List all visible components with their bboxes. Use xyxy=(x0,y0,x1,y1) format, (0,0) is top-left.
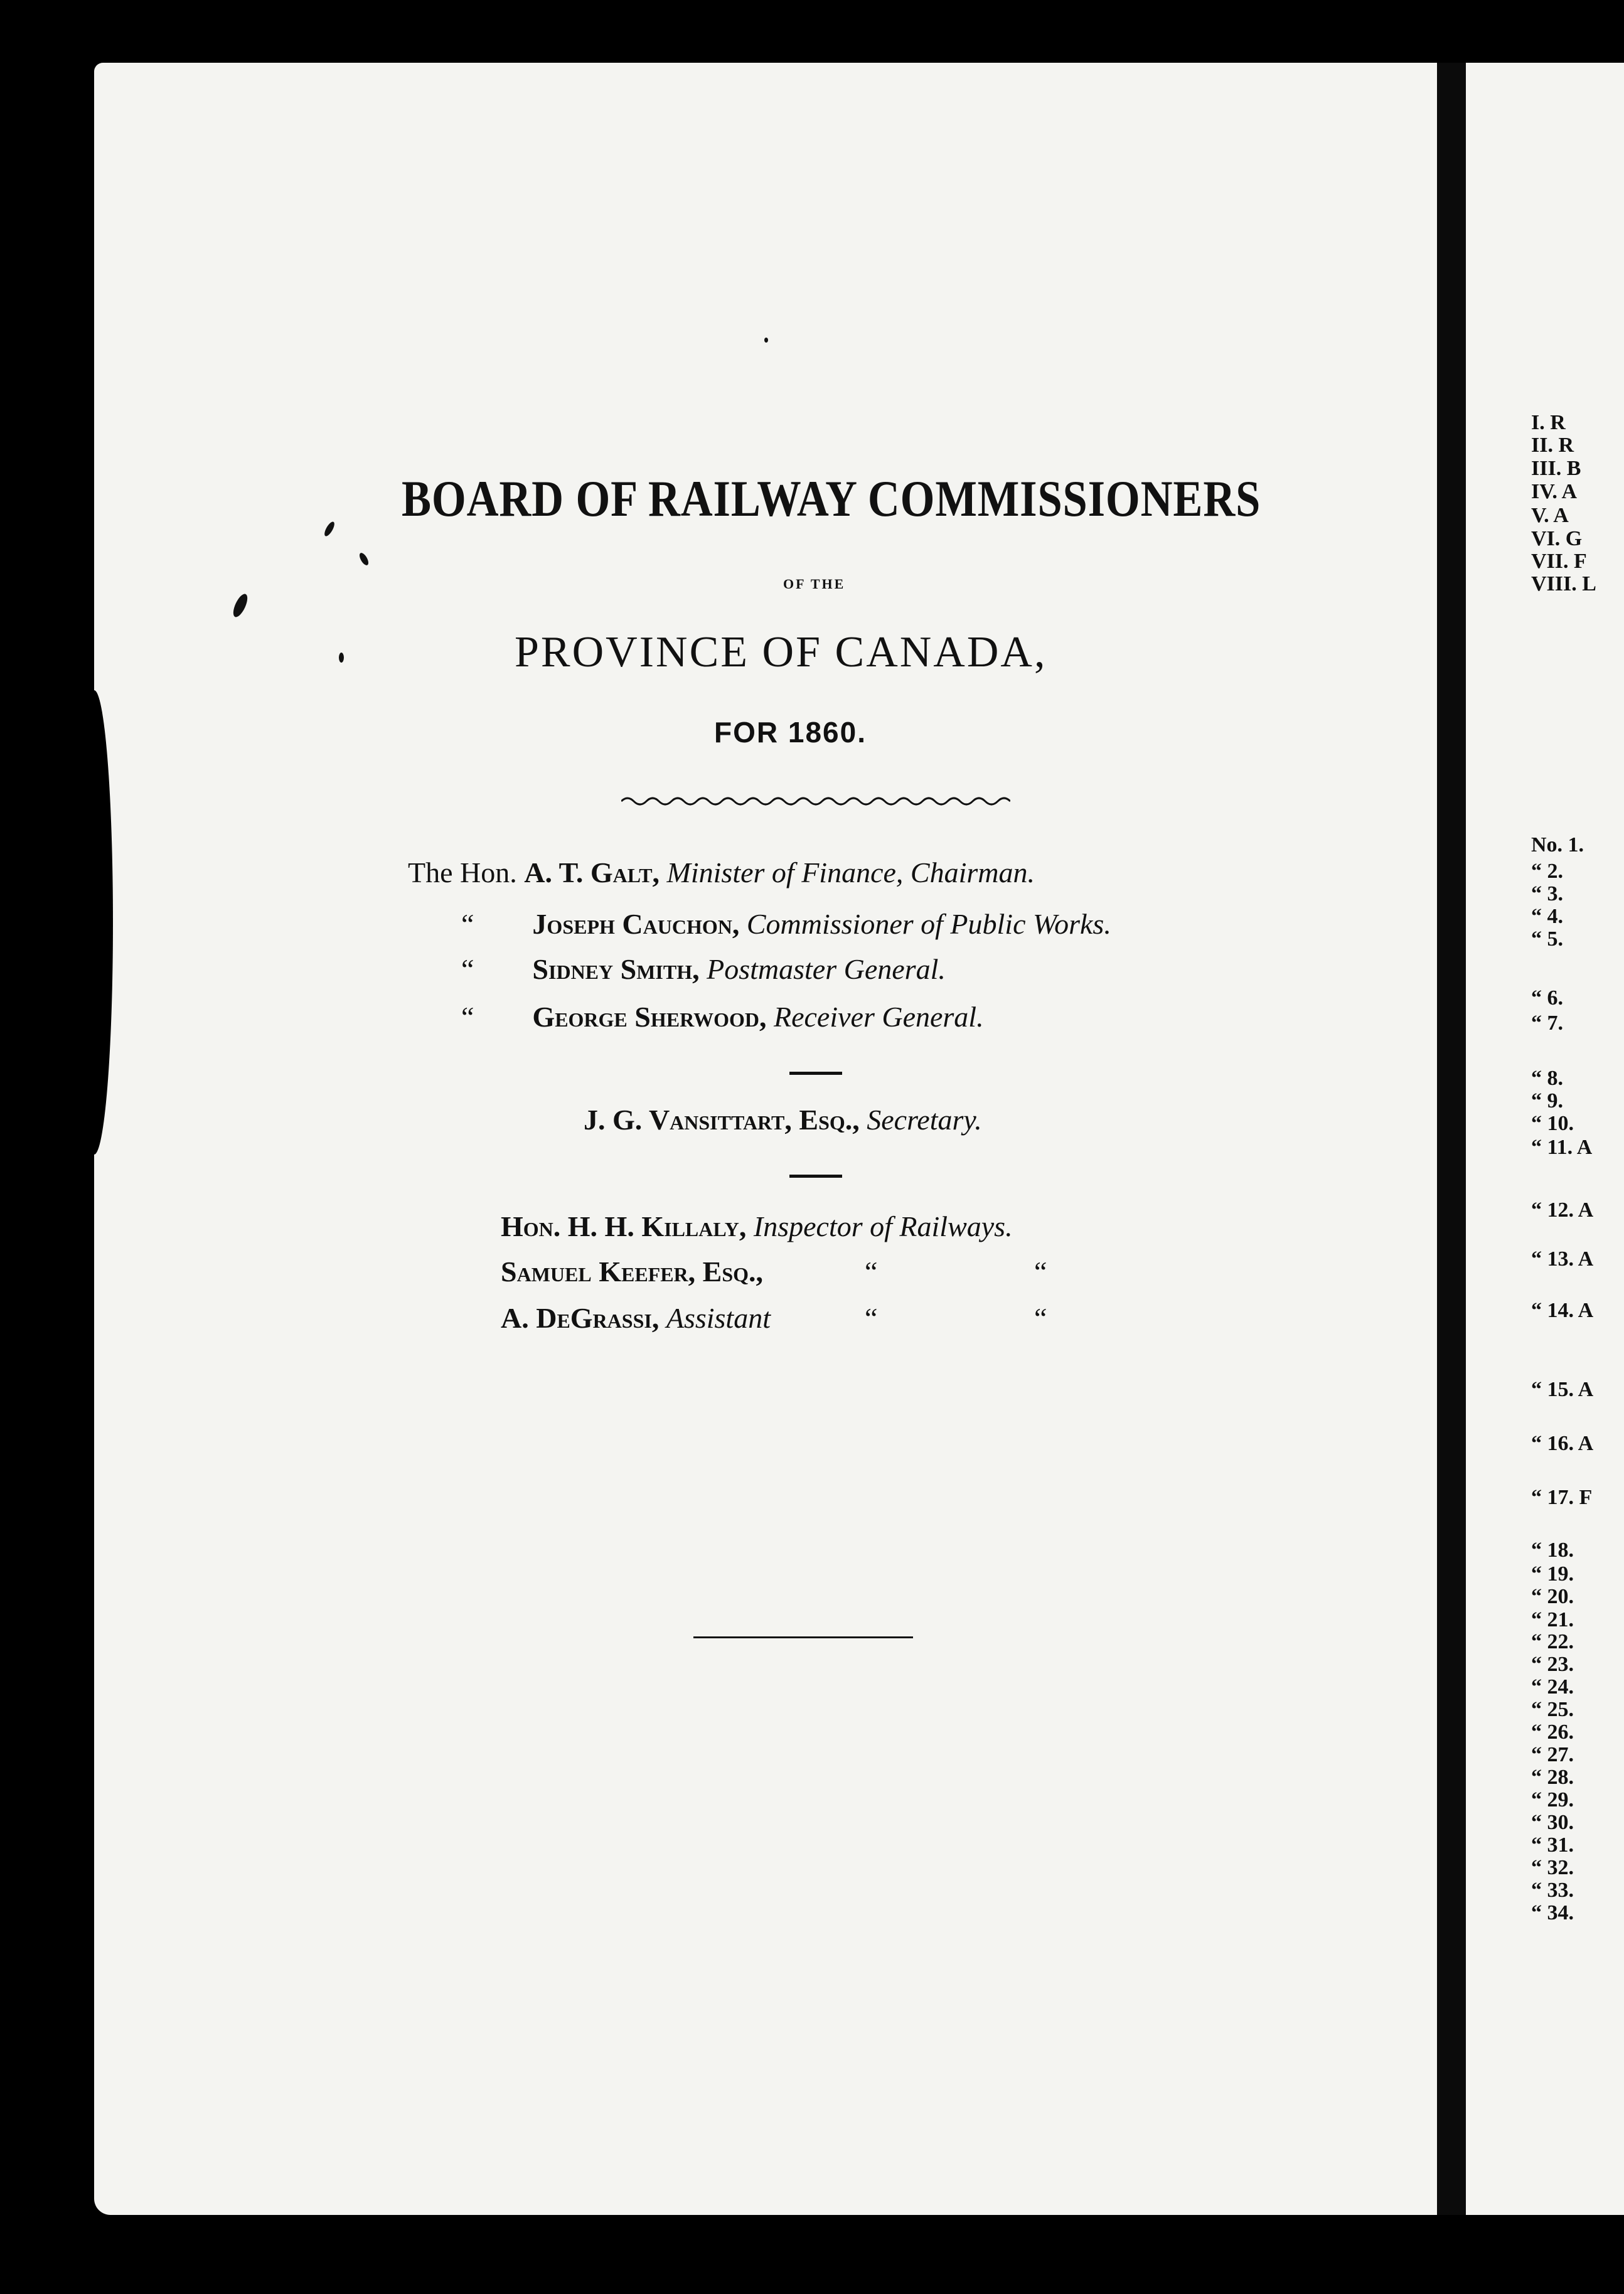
numbered-list-item: “ 23. xyxy=(1531,1653,1574,1676)
numbered-list-item: “ 4. xyxy=(1531,905,1563,928)
numbered-list-item: “ 10. xyxy=(1531,1112,1574,1135)
roman-list-item: IV. A xyxy=(1531,480,1578,503)
numbered-list-item: “ 30. xyxy=(1531,1811,1574,1834)
numbered-list-item: “ 3. xyxy=(1531,882,1563,905)
bottom-rule xyxy=(693,1636,913,1638)
numbered-list-item: “ 29. xyxy=(1531,1788,1574,1811)
numbered-list-item: “ 6. xyxy=(1531,986,1563,1010)
short-rule xyxy=(789,1072,842,1075)
roman-list-item: III. B xyxy=(1531,457,1581,480)
inspector-row: Hon. H. H. Killaly, Inspector of Railways. xyxy=(501,1210,1013,1242)
numbered-list-item: “ 24. xyxy=(1531,1675,1574,1699)
numbered-list-item: “ 25. xyxy=(1531,1698,1574,1721)
numbered-list-item: “ 31. xyxy=(1531,1833,1574,1857)
numbered-list-item: “ 7. xyxy=(1531,1011,1563,1035)
numbered-list-item: “ 17. F xyxy=(1531,1486,1593,1509)
numbered-list-item: “ 2. xyxy=(1531,860,1563,883)
member-row: “ Joseph Cauchon, Commissioner of Public Works. xyxy=(461,908,1111,940)
numbered-list-item: “ 18. xyxy=(1531,1539,1574,1562)
numbered-list-item: “ 28. xyxy=(1531,1766,1574,1789)
numbered-list-item: “ 20. xyxy=(1531,1585,1574,1608)
year-heading: FOR 1860. xyxy=(714,716,867,749)
numbered-list-item: “ 9. xyxy=(1531,1089,1563,1112)
member-row: The Hon. A. T. Galt, Minister of Finance, Chairman. xyxy=(408,856,1035,888)
inspector-row: Samuel Keefer, Esq., xyxy=(501,1256,764,1288)
numbered-list-item: “ 21. xyxy=(1531,1608,1574,1631)
roman-list-item: II. R xyxy=(1531,434,1574,457)
numbered-list-item: “ 15. A xyxy=(1531,1378,1594,1401)
member-row: “ George Sherwood, Receiver General. xyxy=(461,1001,984,1033)
ink-speck xyxy=(764,338,768,343)
numbered-list-item: “ 12. A xyxy=(1531,1198,1594,1222)
roman-list-item: VII. F xyxy=(1531,550,1587,573)
wavy-divider xyxy=(621,792,1010,811)
numbered-list-item: “ 13. A xyxy=(1531,1247,1594,1271)
numbered-list-item: “ 5. xyxy=(1531,927,1563,951)
numbered-list-item: “ 32. xyxy=(1531,1856,1574,1879)
member-row: “ Sidney Smith, Postmaster General. xyxy=(461,953,946,985)
numbered-list-item: “ 34. xyxy=(1531,1901,1574,1924)
roman-list-item: VIII. L xyxy=(1531,572,1596,595)
numbered-list-item: “ 33. xyxy=(1531,1879,1574,1902)
short-rule xyxy=(789,1175,842,1178)
ink-speck xyxy=(339,653,344,663)
numbered-list-item: No. 1. xyxy=(1531,833,1584,856)
numbered-list-item: “ 11. A xyxy=(1531,1136,1593,1159)
inspector-row: A. DeGrassi, Assistant xyxy=(501,1302,771,1334)
roman-list-item: VI. G xyxy=(1531,527,1583,550)
numbered-list-item: “ 22. xyxy=(1531,1630,1574,1653)
province-heading: PROVINCE OF CANADA, xyxy=(515,628,1047,676)
ditto-mark: “ xyxy=(1034,1302,1047,1334)
numbered-list-item: “ 26. xyxy=(1531,1720,1574,1744)
ditto-mark: “ xyxy=(865,1256,878,1288)
ditto-mark: “ xyxy=(865,1302,878,1334)
ditto-mark: “ xyxy=(1034,1256,1047,1288)
book-gutter xyxy=(1437,63,1466,2215)
numbered-list-item: “ 16. A xyxy=(1531,1432,1594,1455)
of-the-label: OF THE xyxy=(783,576,846,592)
secretary-row: J. G. Vansittart, Esq., Secretary. xyxy=(584,1104,982,1136)
page-title: BOARD OF RAILWAY COMMISSIONERS xyxy=(402,470,1261,527)
roman-list-item: I. R xyxy=(1531,411,1566,434)
left-page xyxy=(94,63,1443,2215)
roman-list-item: V. A xyxy=(1531,504,1569,527)
numbered-list-item: “ 8. xyxy=(1531,1067,1563,1090)
numbered-list-item: “ 19. xyxy=(1531,1562,1574,1586)
numbered-list-item: “ 27. xyxy=(1531,1743,1574,1766)
numbered-list-item: “ 14. A xyxy=(1531,1299,1594,1322)
